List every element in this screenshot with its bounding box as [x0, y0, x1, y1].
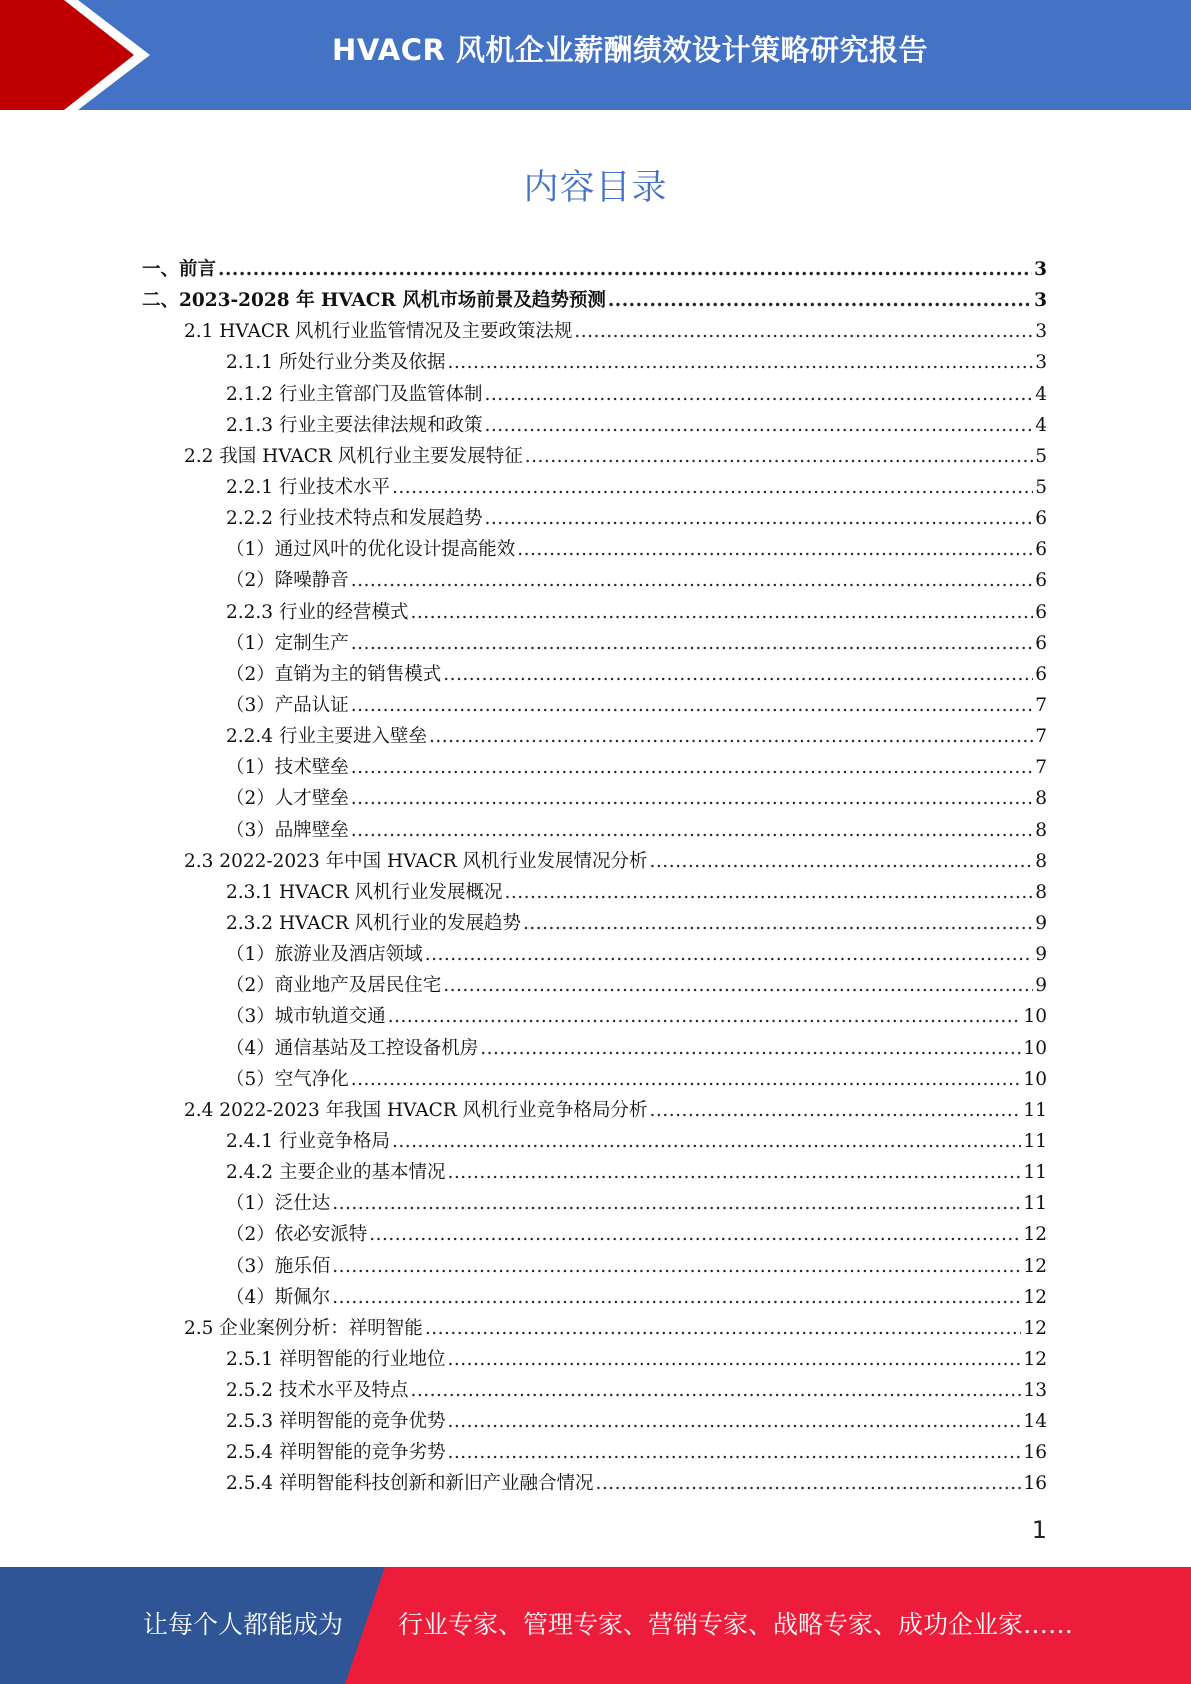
toc-entry-text: 2.1 HVACR 风机行业监管情况及主要政策法规 — [184, 321, 573, 343]
toc-entry-page: 3 — [1034, 259, 1047, 280]
toc-leader-dots — [608, 285, 1032, 316]
toc-entry-text: （1）通过风叶的优化设计提高能效 — [226, 539, 516, 561]
toc-entry[interactable] — [226, 1375, 1047, 1406]
toc-title: 内容目录 — [523, 168, 668, 208]
toc-entry[interactable] — [184, 846, 1047, 877]
toc-entry[interactable] — [226, 472, 1047, 503]
toc-entry-page: 13 — [1023, 1380, 1047, 1402]
toc-entry[interactable] — [184, 441, 1047, 472]
toc-entry[interactable] — [226, 970, 1047, 1001]
toc-entry-text: 2.4 2022-2023 年我国 HVACR 风机行业竞争格局分析 — [184, 1099, 648, 1121]
toc-leader-dots — [425, 1313, 1022, 1344]
toc-entry-text: （3）城市轨道交通 — [226, 1006, 386, 1028]
toc-entry-page: 12 — [1023, 1224, 1047, 1246]
toc-entry-page: 11 — [1023, 1162, 1047, 1184]
toc-leader-dots — [351, 752, 1033, 783]
toc-entry[interactable] — [226, 815, 1047, 846]
toc-entry-text: 2.5.4 祥明智能的竞争劣势 — [226, 1442, 446, 1464]
toc-entry-page: 7 — [1035, 694, 1047, 716]
toc-entry-page: 11 — [1023, 1193, 1047, 1215]
toc-leader-dots — [517, 534, 1033, 565]
footer-band — [0, 1567, 1191, 1684]
toc-entry-page: 5 — [1035, 445, 1047, 467]
toc-entry-text: 2.2 我国 HVACR 风机行业主要发展特征 — [184, 445, 523, 467]
toc-leader-dots — [480, 1033, 1021, 1064]
toc-entry[interactable] — [226, 1468, 1047, 1499]
toc-entry-page: 12 — [1023, 1317, 1047, 1339]
toc-entry-text: （3）产品认证 — [226, 694, 349, 716]
toc-entry-text: 2.5.2 技术水平及特点 — [226, 1380, 409, 1402]
toc-entry[interactable] — [226, 783, 1047, 814]
toc-entry-page: 14 — [1023, 1411, 1047, 1433]
toc-entry[interactable] — [226, 628, 1047, 659]
toc-entry[interactable] — [226, 908, 1047, 939]
toc-leader-dots — [332, 1188, 1021, 1219]
toc-entry-page: 4 — [1035, 414, 1047, 436]
toc-entry-text: 2.5.1 祥明智能的行业地位 — [226, 1348, 446, 1370]
toc-leader-dots — [351, 565, 1033, 596]
toc-entry[interactable] — [226, 1157, 1047, 1188]
toc-entry-text: （4）通信基站及工控设备机房 — [226, 1037, 479, 1059]
toc-entry-page: 10 — [1023, 1068, 1047, 1090]
toc-entry-text: 2.2.2 行业技术特点和发展趋势 — [226, 508, 483, 530]
toc-entry-page: 10 — [1023, 1037, 1047, 1059]
toc-entry[interactable] — [226, 1188, 1047, 1219]
toc-list — [0, 254, 1191, 1500]
toc-leader-dots — [351, 783, 1033, 814]
toc-entry[interactable] — [226, 721, 1047, 752]
toc-leader-dots — [410, 597, 1033, 628]
toc-leader-dots — [332, 1282, 1021, 1313]
toc-entry-text: （2）直销为主的销售模式 — [226, 663, 442, 685]
toc-leader-dots — [351, 815, 1033, 846]
header-band — [0, 0, 1191, 110]
toc-leader-dots — [447, 1344, 1021, 1375]
toc-entry[interactable] — [226, 410, 1047, 441]
toc-entry-page: 6 — [1035, 570, 1047, 592]
toc-entry-text: 2.2.3 行业的经营模式 — [226, 601, 409, 623]
toc-entry-page: 3 — [1035, 352, 1047, 374]
toc-entry-page: 11 — [1023, 1099, 1047, 1121]
toc-leader-dots — [351, 690, 1033, 721]
toc-leader-dots — [447, 1157, 1021, 1188]
toc-entry-text: 一、前言 — [142, 259, 217, 280]
toc-entry-text: 二、2023-2028 年 HVACR 风机市场前景及趋势预测 — [142, 290, 606, 312]
toc-leader-dots — [595, 1468, 1021, 1499]
toc-entry-text: （2）依必安派特 — [226, 1224, 368, 1246]
toc-entry-page: 11 — [1023, 1130, 1047, 1152]
toc-entry[interactable] — [142, 285, 1047, 316]
toc-leader-dots — [392, 472, 1033, 503]
toc-leader-dots — [484, 379, 1033, 410]
toc-entry[interactable] — [184, 316, 1047, 347]
toc-leader-dots — [484, 503, 1033, 534]
toc-entry-text: （2）降噪静音 — [226, 570, 349, 592]
toc-entry[interactable] — [226, 877, 1047, 908]
toc-entry-text: 2.1.3 行业主要法律法规和政策 — [226, 414, 483, 436]
toc-entry[interactable] — [226, 1126, 1047, 1157]
toc-entry-page: 6 — [1035, 539, 1047, 561]
toc-entry-text: （3）品牌壁垒 — [226, 819, 349, 841]
toc-entry-text: 2.1.1 所处行业分类及依据 — [226, 352, 446, 374]
toc-leader-dots — [369, 1219, 1021, 1250]
toc-entry-page: 4 — [1035, 383, 1047, 405]
toc-entry-text: （3）施乐佰 — [226, 1255, 331, 1277]
toc-leader-dots — [443, 970, 1033, 1001]
toc-entry-text: 2.3 2022-2023 年中国 HVACR 风机行业发展情况分析 — [184, 850, 648, 872]
toc-entry-page: 7 — [1035, 726, 1047, 748]
toc-entry-page: 3 — [1035, 321, 1047, 343]
header-chevron-logo — [0, 0, 160, 110]
toc-leader-dots — [410, 1375, 1021, 1406]
toc-entry[interactable] — [226, 347, 1047, 378]
toc-entry[interactable] — [226, 565, 1047, 596]
toc-entry-page: 8 — [1035, 788, 1047, 810]
toc-leader-dots — [443, 659, 1033, 690]
toc-entry-page: 12 — [1023, 1348, 1047, 1370]
toc-leader-dots — [332, 1251, 1021, 1282]
toc-entry-text: （4）斯佩尔 — [226, 1286, 331, 1308]
toc-entry[interactable] — [226, 1437, 1047, 1468]
toc-entry-page: 6 — [1035, 632, 1047, 654]
toc-entry-page: 8 — [1035, 881, 1047, 903]
toc-entry-page: 9 — [1035, 912, 1047, 934]
toc-entry-text: 2.2.1 行业技术水平 — [226, 476, 390, 498]
toc-entry-text: （2）人才壁垒 — [226, 788, 349, 810]
toc-entry[interactable] — [226, 597, 1047, 628]
toc-entry-text: 2.4.1 行业竞争格局 — [226, 1130, 390, 1152]
toc-leader-dots — [447, 347, 1033, 378]
toc-entry[interactable] — [226, 690, 1047, 721]
toc-entry-text: 2.5.3 祥明智能的竞争优势 — [226, 1411, 446, 1433]
footer-slogan-left: 让每个人都能成为 — [143, 1610, 344, 1639]
toc-entry-page: 6 — [1035, 601, 1047, 623]
toc-entry-page: 5 — [1035, 476, 1047, 498]
toc-entry[interactable] — [226, 503, 1047, 534]
toc-leader-dots — [447, 1437, 1021, 1468]
toc-entry-page: 12 — [1023, 1255, 1047, 1277]
toc-entry[interactable] — [184, 1313, 1047, 1344]
toc-entry-page: 8 — [1035, 819, 1047, 841]
toc-entry-page: 10 — [1023, 1006, 1047, 1028]
toc-leader-dots — [351, 628, 1033, 659]
toc-leader-dots — [525, 441, 1033, 472]
toc-entry[interactable] — [226, 379, 1047, 410]
toc-entry-text: 2.5.4 祥明智能科技创新和新旧产业融合情况 — [226, 1473, 594, 1495]
toc-entry-text: 2.3.2 HVACR 风机行业的发展趋势 — [226, 912, 522, 934]
toc-entry[interactable] — [226, 752, 1047, 783]
toc-entry[interactable] — [226, 1001, 1047, 1032]
toc-entry-text: （1）技术壁垒 — [226, 757, 349, 779]
toc-entry[interactable] — [226, 1251, 1047, 1282]
toc-leader-dots — [392, 1126, 1021, 1157]
toc-entry-text: （1）旅游业及酒店领域 — [226, 944, 423, 966]
toc-entry-page: 6 — [1035, 508, 1047, 530]
toc-entry[interactable] — [142, 254, 1047, 285]
toc-entry-page: 3 — [1034, 290, 1047, 312]
toc-entry[interactable] — [226, 659, 1047, 690]
report-title: HVACR 风机企业薪酬绩效设计策略研究报告 — [332, 33, 928, 67]
toc-leader-dots — [351, 1064, 1022, 1095]
toc-entry[interactable] — [226, 939, 1047, 970]
toc-entry[interactable] — [226, 1344, 1047, 1375]
toc-entry-page: 12 — [1023, 1286, 1047, 1308]
toc-entry[interactable] — [226, 1064, 1047, 1095]
toc-entry[interactable] — [226, 534, 1047, 565]
toc-entry-text: 2.5 企业案例分析：祥明智能 — [184, 1317, 423, 1339]
toc-entry-text: （1）泛仕达 — [226, 1193, 331, 1215]
toc-leader-dots — [484, 410, 1033, 441]
toc-entry[interactable] — [184, 1095, 1047, 1126]
toc-entry-page: 16 — [1023, 1473, 1047, 1495]
toc-entry-text: 2.2.4 行业主要进入壁垒 — [226, 726, 427, 748]
toc-entry[interactable] — [226, 1033, 1047, 1064]
toc-entry-text: （1）定制生产 — [226, 632, 349, 654]
page-number: 1 — [1031, 1516, 1047, 1544]
toc-entry-text: 2.3.1 HVACR 风机行业发展概况 — [226, 881, 503, 903]
toc-entry[interactable] — [226, 1406, 1047, 1437]
toc-leader-dots — [429, 721, 1033, 752]
toc-entry[interactable] — [226, 1282, 1047, 1313]
toc-entry-page: 9 — [1035, 944, 1047, 966]
toc-entry-page: 7 — [1035, 757, 1047, 779]
toc-entry-text: （5）空气净化 — [226, 1068, 349, 1090]
toc-leader-dots — [425, 939, 1033, 970]
toc-leader-dots — [574, 316, 1033, 347]
toc-entry[interactable] — [226, 1219, 1047, 1250]
toc-leader-dots — [650, 1095, 1022, 1126]
toc-entry-page: 6 — [1035, 663, 1047, 685]
toc-leader-dots — [505, 877, 1034, 908]
toc-leader-dots — [218, 254, 1032, 285]
toc-entry-text: （2）商业地产及居民住宅 — [226, 975, 442, 997]
toc-entry-page: 16 — [1023, 1442, 1047, 1464]
toc-entry-page: 9 — [1035, 975, 1047, 997]
footer-slogan-right: 行业专家、管理专家、营销专家、战略专家、成功企业家…… — [398, 1610, 1074, 1639]
toc-leader-dots — [388, 1001, 1022, 1032]
toc-entry-page: 8 — [1035, 850, 1047, 872]
toc-leader-dots — [650, 846, 1034, 877]
toc-leader-dots — [523, 908, 1033, 939]
toc-entry-text: 2.1.2 行业主管部门及监管体制 — [226, 383, 483, 405]
toc-entry-text: 2.4.2 主要企业的基本情况 — [226, 1162, 446, 1184]
toc-leader-dots — [447, 1406, 1021, 1437]
